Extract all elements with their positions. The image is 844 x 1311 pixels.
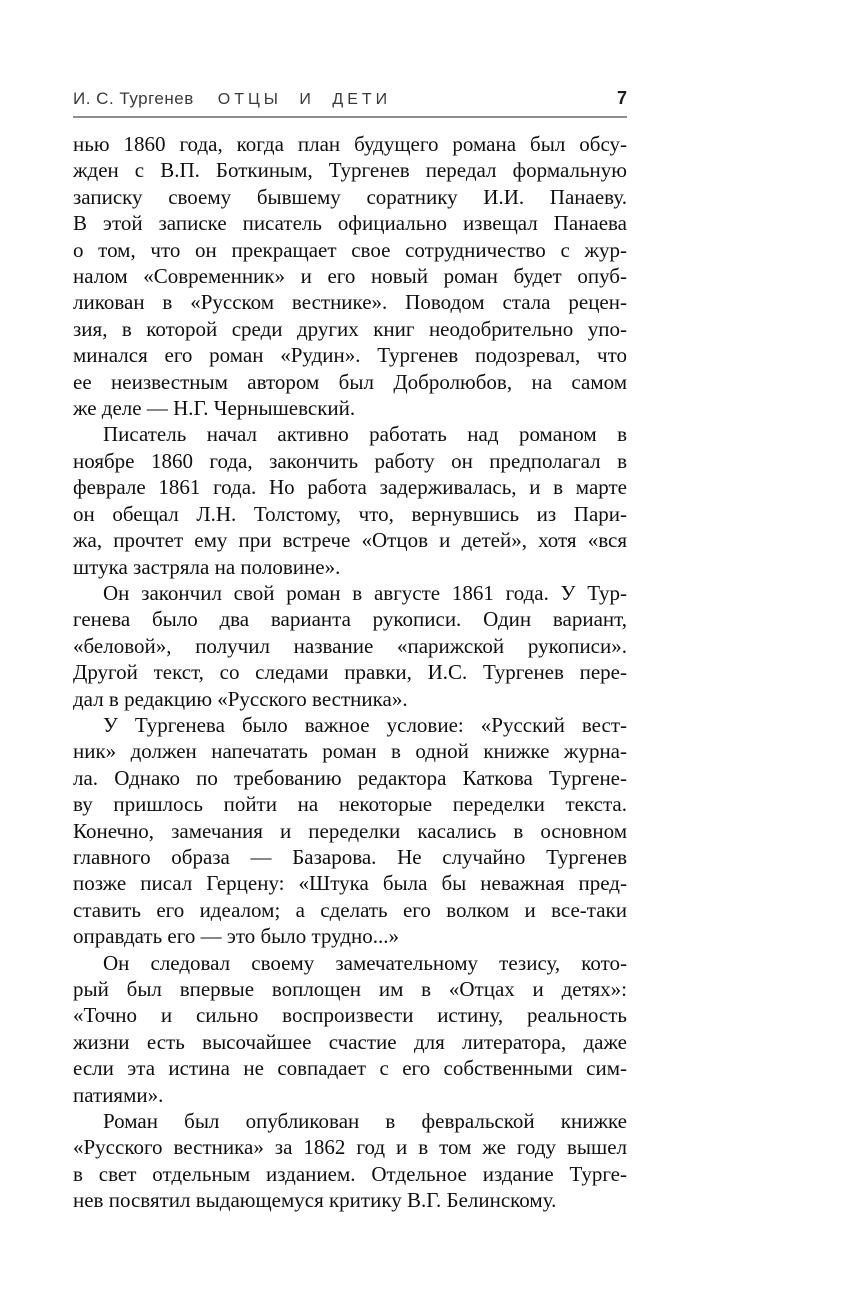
text-line: В этой записке писатель официально извещал Панаева <box>73 211 627 236</box>
text-line: ноябре 1860 года, закончить работу он предполагал в <box>73 448 627 473</box>
paragraph <box>73 131 627 421</box>
paragraph <box>73 421 627 579</box>
text-line: дал в редакцию «Русского вестника». <box>73 686 408 711</box>
text-line: штука застряла на половине». <box>73 554 341 579</box>
text-line: «Русского вестника» за 1862 год и в том же году вышел <box>73 1135 627 1160</box>
text-line: «беловой», получил название «парижской рукописи». <box>73 633 627 658</box>
page-text <box>73 131 627 1214</box>
text-line: жизни есть высочайшее счастие для литератора, даже <box>73 1029 627 1054</box>
paragraph <box>73 712 627 950</box>
text-line: рый был впервые воплощен им в «Отцах и детях»: <box>73 977 627 1001</box>
header-rule <box>73 116 627 118</box>
text-line: ла. Однако по требованию редактора Каткова Тургене- <box>73 765 627 790</box>
text-line: же деле — Н.Г. Чернышевский. <box>73 396 356 421</box>
text-line: если эта истина не совпадает с его собственными сим- <box>73 1056 627 1081</box>
text-line: ник» должен напечатать роман в одной книжке журна- <box>73 739 627 764</box>
text-line: он обещал Л.Н. Толстому, что, вернувшись из Пари- <box>73 501 627 526</box>
text-line: зия, в которой среди других книг неодобрительно упо- <box>73 316 627 341</box>
text-line: нев посвятил выдающемуся критику В.Г. Белинскому. <box>73 1188 557 1213</box>
text-line: Писатель начал активно работать над романом в <box>103 422 627 447</box>
page-header <box>73 88 627 109</box>
text-line: Конечно, замечания и переделки касались в основном <box>73 818 627 843</box>
text-line: налом «Современник» и его новый роман будет опуб- <box>73 264 627 289</box>
text-line: «Точно и сильно воспроизвести истину, реальность <box>73 1003 627 1028</box>
text-line: ставить его идеалом; а сделать его волком и все-таки <box>73 897 627 922</box>
text-line: главного образа — Базарова. Не случайно Тургенев <box>73 844 627 869</box>
text-line: о том, что он прекращает свое сотрудничество с жур- <box>73 237 627 262</box>
text-line: патиями». <box>73 1082 164 1107</box>
text-line: феврале 1861 года. Но работа задерживалась, и в марте <box>73 475 627 500</box>
page-number: 7 <box>616 88 627 108</box>
text-line: генева было два варианта рукописи. Один вариант, <box>73 607 627 632</box>
text-line: записку своему бывшему соратнику И.И. Панаеву. <box>73 184 627 209</box>
paragraph <box>73 580 627 712</box>
text-line: нью 1860 года, когда план будущего романа был обсу- <box>73 132 627 156</box>
text-line: оправдать его — это было трудно...» <box>73 924 400 949</box>
text-line: минался его роман «Рудин». Тургенев подозревал, что <box>73 343 627 368</box>
text-line: жден с В.П. Боткиным, Тургенев передал формальную <box>73 158 627 183</box>
text-line: Роман был опубликован в февральской книжке <box>103 1109 627 1134</box>
text-line: Он закончил свой роман в августе 1861 года. У Тур- <box>103 580 627 605</box>
text-line: Он следовал своему замечательному тезису, кото- <box>103 950 627 975</box>
text-line: жа, прочтет ему при встрече «Отцов и детей», хотя «вся <box>73 528 627 553</box>
book-title: ОТЦЫ И ДЕТИ <box>217 91 392 108</box>
text-line: позже писал Герцену: «Штука была бы неважная пред- <box>73 871 627 896</box>
paragraph <box>73 1108 627 1214</box>
text-line: ву пришлось пойти на некоторые переделки текста. <box>73 792 627 817</box>
author-name: И. С. Тургенев <box>73 89 194 108</box>
text-line: в свет отдельным изданием. Отдельное издание Турге- <box>73 1161 627 1186</box>
paragraph <box>73 950 627 1108</box>
text-line: Другой текст, со следами правки, И.С. Тургенев пере- <box>73 660 627 685</box>
text-line: У Тургенева было важное условие: «Русский вест- <box>103 712 627 737</box>
text-line: ликован в «Русском вестнике». Поводом стала рецен- <box>73 290 627 315</box>
text-line: ее неизвестным автором был Добролюбов, на самом <box>73 369 627 394</box>
